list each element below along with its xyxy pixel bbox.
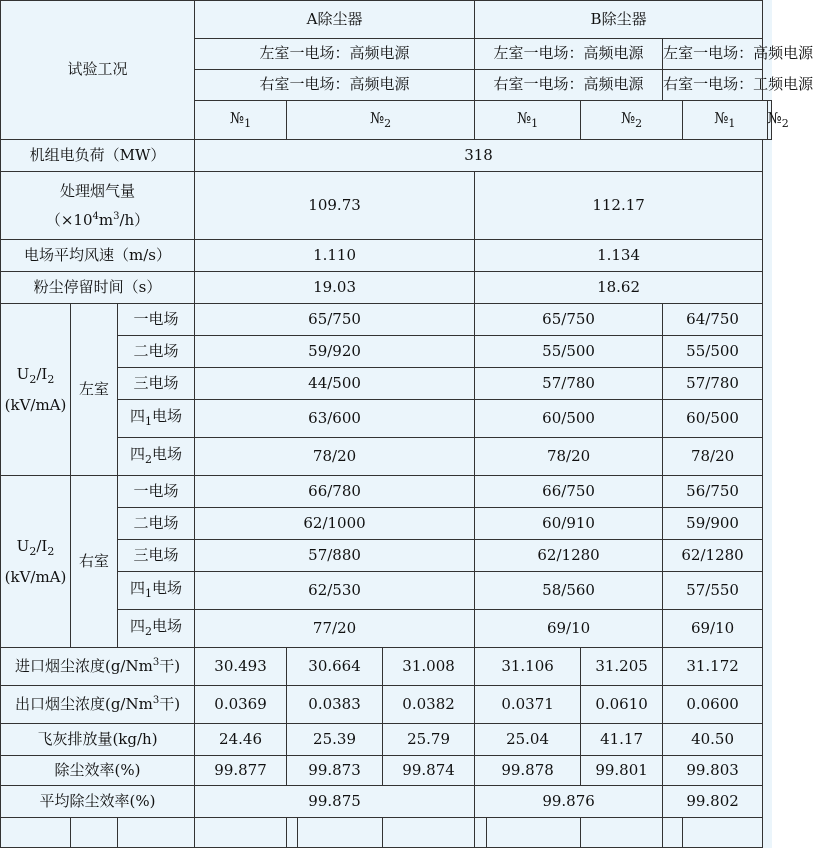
ui-value: 78/20 [663, 438, 763, 476]
wind-speed-a: 1.110 [195, 240, 475, 272]
outlet-value: 0.0383 [287, 686, 383, 724]
b2-left-power: 左室一电场：高频电源 [663, 39, 763, 70]
avg-efficiency-a: 99.875 [195, 786, 475, 818]
residence-time-label: 粉尘停留时间（s） [1, 272, 195, 304]
ui-value: 59/920 [195, 336, 475, 368]
empty-cell [118, 818, 195, 848]
ui-value: 57/780 [475, 368, 663, 400]
b1-no1: $№_1$ [475, 101, 581, 140]
wind-speed-label: 电场平均风速（m/s） [1, 240, 195, 272]
inlet-value: 31.205 [581, 648, 663, 686]
gas-volume-b: 112.17 [475, 172, 763, 240]
efficiency-label: 除尘效率(%) [1, 756, 195, 786]
efficiency-value: 99.803 [663, 756, 763, 786]
ui-value: 78/20 [195, 438, 475, 476]
gas-volume-label-line2: $(\times 10^4m^3/h)$ [45, 210, 150, 229]
fly-ash-value: 25.79 [383, 724, 475, 756]
ui-value: 65/750 [475, 304, 663, 336]
left-room-label: 左室 [71, 304, 118, 476]
a-no2: $№_2$ [287, 101, 475, 140]
empty-cell [195, 818, 287, 848]
field-label: 三电场 [118, 540, 195, 572]
efficiency-value: 99.877 [195, 756, 287, 786]
precipitator-a-header: A除尘器 [195, 1, 475, 39]
field-label: 一电场 [118, 304, 195, 336]
fly-ash-value: 25.04 [475, 724, 581, 756]
wind-speed-b: 1.134 [475, 240, 763, 272]
fly-ash-value: 25.39 [287, 724, 383, 756]
inlet-value: 31.172 [663, 648, 763, 686]
right-room-label: 右室 [71, 476, 118, 648]
gas-volume-label [1, 172, 195, 240]
fly-ash-label: 飞灰排放量(kg/h) [1, 724, 195, 756]
gas-volume-a: 109.73 [195, 172, 475, 240]
outlet-value: 0.0610 [581, 686, 663, 724]
empty-cell [287, 818, 298, 848]
residence-time-b: 18.62 [475, 272, 763, 304]
ui-value: 69/10 [475, 610, 663, 648]
a-left-power: 左室一电场：高频电源 [195, 39, 475, 70]
ui-value: 58/560 [475, 572, 663, 610]
empty-cell [298, 818, 383, 848]
outlet-concentration-label: 出口烟尘浓度(g/Nm$^3$干) [1, 686, 195, 724]
ui-value: 55/500 [475, 336, 663, 368]
field-label: 三电场 [118, 368, 195, 400]
empty-cell [383, 818, 475, 848]
b2-no2: $№_2$ [767, 101, 771, 140]
ui-value: 62/530 [195, 572, 475, 610]
gas-volume-label-line1: 处理烟气量 [60, 182, 136, 200]
b2-no1: $№_1$ [683, 101, 767, 140]
outlet-value: 0.0382 [383, 686, 475, 724]
ui-value: 62/1000 [195, 508, 475, 540]
b1-no2: $№_2$ [581, 101, 683, 140]
residence-time-a: 19.03 [195, 272, 475, 304]
ui-label-right: $U_2/I_2$ (kV/mA) [1, 476, 71, 648]
condition-label: 试验工况 [1, 1, 195, 140]
ui-value: 62/1280 [475, 540, 663, 572]
inlet-value: 31.008 [383, 648, 475, 686]
field-label: 二电场 [118, 336, 195, 368]
field-label: 四$_1$电场 [118, 572, 195, 610]
b1-right-power: 右室一电场：高频电源 [475, 70, 663, 101]
ui-value: 55/500 [663, 336, 763, 368]
field-label: 四$_1$电场 [118, 400, 195, 438]
ui-value: 65/750 [195, 304, 475, 336]
empty-cell [1, 818, 71, 848]
ui-value: 77/20 [195, 610, 475, 648]
avg-efficiency-b2: 99.802 [663, 786, 763, 818]
a-no1: $№_1$ [195, 101, 287, 140]
ui-value: 66/750 [475, 476, 663, 508]
fly-ash-value: 40.50 [663, 724, 763, 756]
ui-value: 66/780 [195, 476, 475, 508]
b1-left-power: 左室一电场：高频电源 [475, 39, 663, 70]
ui-value: 78/20 [475, 438, 663, 476]
outlet-value: 0.0369 [195, 686, 287, 724]
inlet-value: 31.106 [475, 648, 581, 686]
b2-right-power: 右室一电场：工频电源 [663, 70, 763, 101]
ui-value: 63/600 [195, 400, 475, 438]
ui-value: 56/750 [663, 476, 763, 508]
empty-cell [683, 818, 763, 848]
outlet-value: 0.0600 [663, 686, 763, 724]
inlet-concentration-label: 进口烟尘浓度(g/Nm$^3$干) [1, 648, 195, 686]
ui-value: 57/880 [195, 540, 475, 572]
load-value: 318 [195, 140, 763, 172]
empty-cell [663, 818, 683, 848]
empty-cell [581, 818, 663, 848]
efficiency-value: 99.878 [475, 756, 581, 786]
field-label: 四$_2$电场 [118, 610, 195, 648]
inlet-value: 30.664 [287, 648, 383, 686]
efficiency-value: 99.801 [581, 756, 663, 786]
field-label: 二电场 [118, 508, 195, 540]
empty-cell [71, 818, 118, 848]
a-right-power: 右室一电场：高频电源 [195, 70, 475, 101]
empty-cell [475, 818, 487, 848]
ui-value: 60/500 [663, 400, 763, 438]
ui-value: 64/750 [663, 304, 763, 336]
avg-efficiency-label: 平均除尘效率(%) [1, 786, 195, 818]
precipitator-b-header: B除尘器 [475, 1, 763, 39]
ui-value: 57/780 [663, 368, 763, 400]
ui-value: 60/500 [475, 400, 663, 438]
ui-label-left: $U_2/I_2$ (kV/mA) [1, 304, 71, 476]
ui-value: 60/910 [475, 508, 663, 540]
load-label: 机组电负荷（MW） [1, 140, 195, 172]
field-label: 四$_2$电场 [118, 438, 195, 476]
fly-ash-value: 41.17 [581, 724, 663, 756]
ui-value: 69/10 [663, 610, 763, 648]
field-label: 一电场 [118, 476, 195, 508]
avg-efficiency-b1: 99.876 [475, 786, 663, 818]
efficiency-value: 99.874 [383, 756, 475, 786]
outlet-value: 0.0371 [475, 686, 581, 724]
ui-value: 44/500 [195, 368, 475, 400]
fly-ash-value: 24.46 [195, 724, 287, 756]
ui-value: 59/900 [663, 508, 763, 540]
ui-value: 57/550 [663, 572, 763, 610]
efficiency-value: 99.873 [287, 756, 383, 786]
inlet-value: 30.493 [195, 648, 287, 686]
ui-value: 62/1280 [663, 540, 763, 572]
empty-cell [487, 818, 581, 848]
